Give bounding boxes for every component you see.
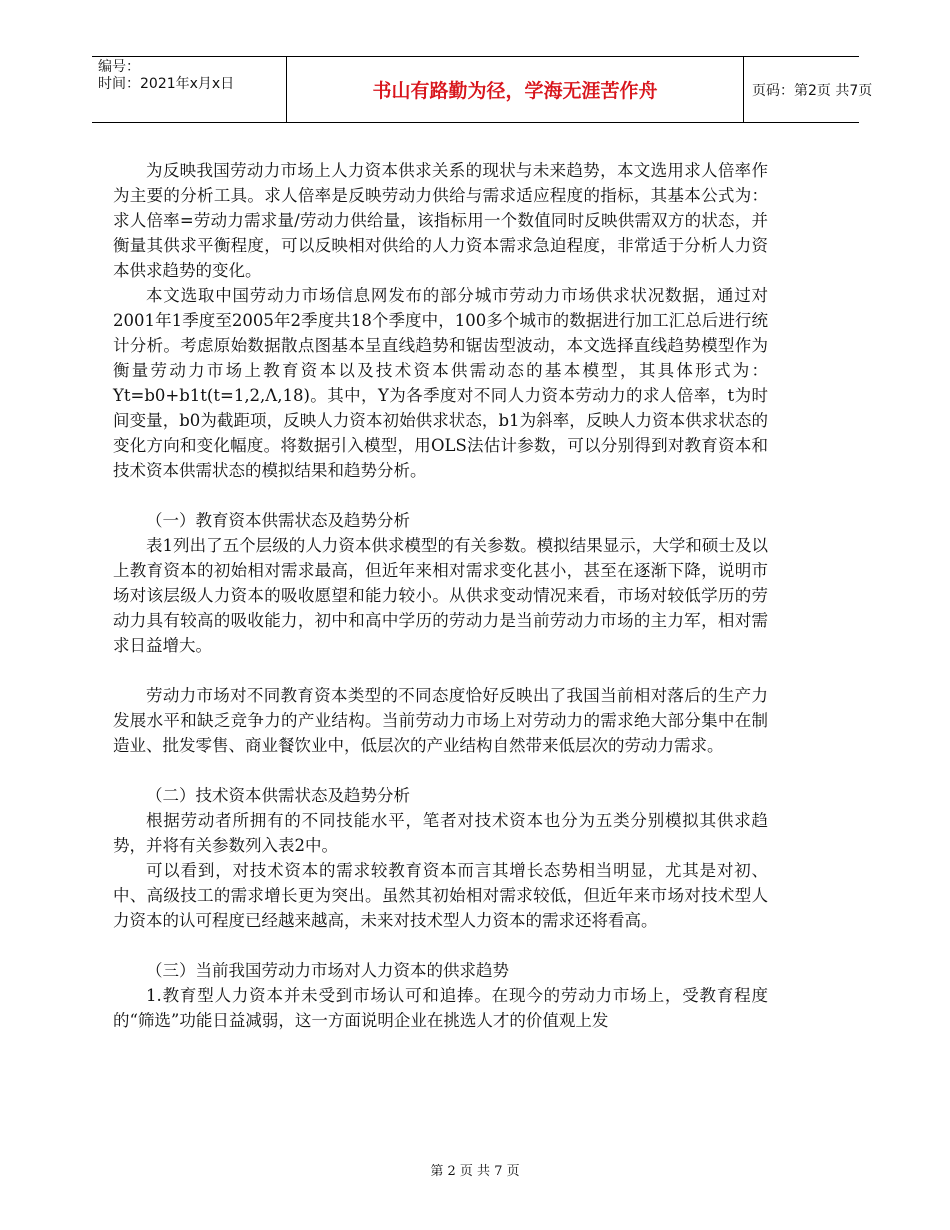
section-heading-technical: （二）技术资本供需状态及趋势分析 (146, 786, 410, 805)
paragraph-trend-1: 1.教育型人力资本并未受到市场认可和追捧。在现今的劳动力市场上，受教育程度的“筛选”功能日益减弱，这一方面说明企业在挑选人才的价值观上发 (113, 986, 768, 1030)
document-body (113, 158, 768, 1033)
header-motto: 书山有路勤为径，学海无涯苦作舟 (372, 80, 658, 102)
header-meta (92, 57, 286, 124)
paragraph-method: 本文选取中国劳动力市场信息网发布的部分城市劳动力市场供求状况数据，通过对2001年1季度至2005年2季度共18个季度中，100多个城市的数据进行加工汇总后进行统计分析。考虑原始数据散点图基本呈直线趋势和锯齿型波动，本文选择直线趋势模型作为衡量劳动力市场上教育资本以及技术资本供需动态的基本模型，其具体形式为：Yt=b0+b1t(t=1,2,Λ,18)。其中，Y为各季度对不同人力资本劳动力的求人倍率，t为时间变量，b0为截距项，反映人力资本初始供求状态，b1为斜率，反映人力资本供求状态的变化方向和变化幅度。将数据引入模型，用OLS法估计参数，可以分别得到对教育资本和技术资本供需状态的模拟结果和趋势分析。 (113, 286, 768, 480)
paragraph-education-analysis: 劳动力市场对不同教育资本类型的不同态度恰好反映出了我国当前相对落后的生产力发展水平和缺乏竞争力的产业结构。当前劳动力市场上对劳动力的需求绝大部分集中在制造业、批发零售、商业餐饮业中，低层次的产业结构自然带来低层次的劳动力需求。 (113, 686, 768, 755)
document-time-label: 时间：2021年x月x日 (98, 76, 235, 92)
header-page-info: 页码：第2页 共7页 (752, 82, 873, 99)
document-number-label: 编号： (98, 59, 140, 75)
paragraph-technical-method: 根据劳动者所拥有的不同技能水平，笔者对技术资本也分为五类分别模拟其供求趋势，并将有关参数列入表2中。 (113, 811, 768, 855)
paragraph-intro: 为反映我国劳动力市场上人力资本供求关系的现状与未来趋势，本文选用求人倍率作为主要的分析工具。求人倍率是反映劳动力供给与需求适应程度的指标，其基本公式为：求人倍率=劳动力需求量/劳动力供给量，该指标用一个数值同时反映供需双方的状态，并衡量其供求平衡程度，可以反映相对供给的人力资本需求急迫程度，非常适于分析人力资本供求趋势的变化。 (113, 161, 768, 280)
page-header (92, 56, 873, 123)
paragraph-technical-results: 可以看到，对技术资本的需求较教育资本而言其增长态势相当明显，尤其是对初、中、高级技工的需求增长更为突出。虽然其初始相对需求较低，但近年来市场对技术型人力资本的认可程度已经越来越高，未来对技术型人力资本的需求还将看高。 (113, 861, 768, 930)
header-motto-cell (286, 57, 744, 122)
page-footer: 第 2 页 共 7 页 (430, 1164, 520, 1179)
section-heading-trend: （三）当前我国劳动力市场对人力资本的供求趋势 (146, 961, 509, 980)
paragraph-education-results: 表1列出了五个层级的人力资本供求模型的有关参数。模拟结果显示，大学和硕士及以上教育资本的初始相对需求最高，但近年来相对需求变化甚小，甚至在逐渐下降，说明市场对该层级人力资本的吸收愿望和能力较小。从供求变动情况来看，市场对较低学历的劳动力具有较高的吸收能力，初中和高中学历的劳动力是当前劳动力市场的主力军，相对需求日益增大。 (113, 536, 768, 655)
section-heading-education: （一）教育资本供需状态及趋势分析 (146, 511, 410, 530)
